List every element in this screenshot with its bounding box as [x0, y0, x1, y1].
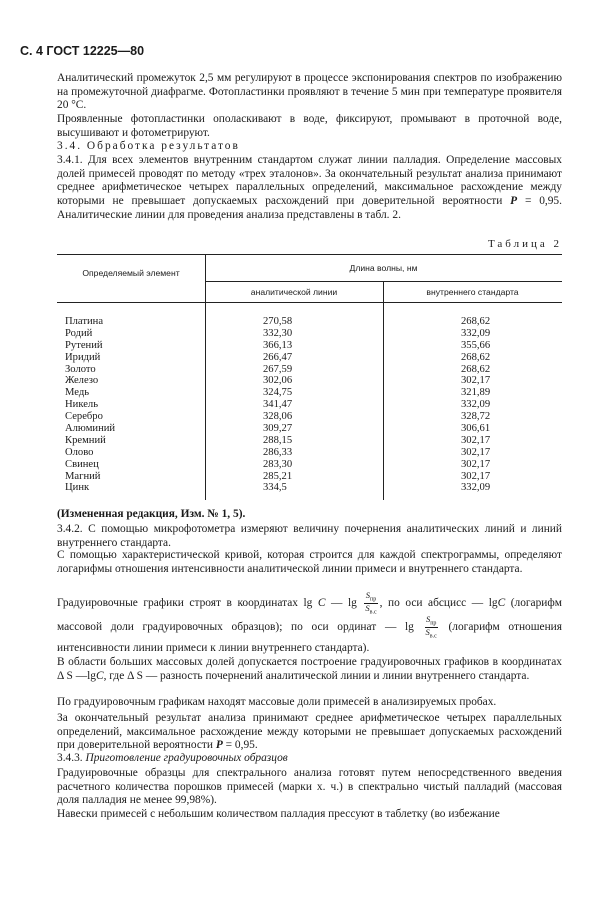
cell-internal: 302,17 [461, 446, 491, 458]
cell-element: Цинк [65, 482, 90, 494]
fraction-numerator-sub: пр [430, 621, 437, 628]
paragraph-text: Аналитический промежуток 2,5 мм регулируют в процессе экспонирования спектров по изображению на промежуточной диафрагме. Фотопластинки проявляют в течение 5 мин при температуре проявителя 20 °С. [57, 72, 562, 112]
page-header: С. 4 ГОСТ 12225—80 [20, 44, 145, 58]
paragraph-text: , по оси абсцисс — lg [379, 596, 498, 609]
cell-internal: 332,09 [461, 399, 491, 411]
paragraph-text: Навески примесей с небольшим количеством палладия прессуют в таблетку (во избежание [57, 808, 500, 820]
paragraph-final [57, 712, 562, 753]
paragraph-large-fractions [57, 656, 562, 683]
fraction-numerator: S [365, 590, 371, 600]
header-analytical: аналитической линии [250, 287, 338, 297]
paragraph-3-4-2 [57, 523, 562, 550]
fraction-denominator-sub: в.с [429, 633, 437, 640]
variable-c: C [497, 596, 506, 609]
cell-element: Никель [65, 399, 99, 411]
table-row [57, 423, 562, 435]
cell-analytical: 266,47 [263, 351, 293, 363]
cell-element: Свинец [65, 458, 99, 470]
paragraph-text: 3.4.1. Для всех элементов внутренним стандартом служат линии палладия. Определение массовых долей примесей проводят по методу «трех эталонов». За окончательный результат анализа принимают среднее арифметическое четырех параллельных определений, максимальное расхождение между которыми не превышает допускаемых расхождений при доверительной вероятности [57, 154, 562, 208]
cell-element: Родий [65, 327, 93, 339]
cell-analytical: 270,58 [263, 316, 293, 327]
paragraph-graphs [57, 591, 562, 657]
cell-element: Иридий [65, 351, 101, 363]
table-row [57, 364, 562, 376]
cell-analytical: 341,47 [263, 399, 293, 411]
paragraph-text: За окончательный результат анализа принимают среднее арифметическое четырех параллельных определений, максимальное расхождение между которыми не превышает допускаемых расхождений при доверительной вероятности [57, 712, 562, 752]
cell-internal: 302,17 [461, 434, 491, 446]
table-row [57, 352, 562, 364]
paragraph-text: , где Δ S — разность почернений аналитической линии и линии внутреннего стандарта. [103, 669, 530, 682]
cell-internal: 268,62 [461, 351, 491, 363]
variable-p: P [510, 195, 518, 208]
paragraph-text: 3.4.2. С помощью микрофотометра измеряют величину почернения аналитических линий и линий внутреннего стандарта. [57, 523, 562, 549]
fraction-numerator-sub: пр [370, 596, 377, 603]
edition-note: (Измененная редакция, Изм. № 1, 5). [57, 508, 246, 520]
table-caption: Таблица 2 [487, 238, 562, 250]
table-row [57, 316, 562, 328]
cell-analytical: 283,30 [263, 458, 293, 470]
section-heading-3-4: 3.4. Обработка результатов [57, 140, 240, 152]
cell-analytical: 328,06 [263, 411, 293, 423]
paragraph-text: Градуировочные графики строят в координатах lg [57, 596, 318, 609]
paragraph-text: = 0,95. Аналитические линии для проведения анализа представлены в табл. 2. [57, 195, 562, 221]
paragraph-text: В области больших массовых долей допускается построение градуировочных графиков в координатах Δ S —lg [57, 656, 562, 682]
table-row [57, 482, 562, 494]
cell-internal: 332,09 [461, 327, 491, 339]
paragraph-text: (логарифм массовой доли градуировочных образцов); по оси ординат — lg [57, 596, 562, 634]
cell-element: Магний [65, 470, 101, 482]
paragraph-text: Градуировочные образцы для спектрального анализа готовят путем непосредственного введения расчетного количества порошков примесей (марки х. ч.) в спектрально чистый палладий (массовая доля палладия не менее 99,98%). [57, 767, 562, 807]
header-element: Определяемый элемент [82, 268, 180, 278]
cell-analytical: 302,06 [263, 375, 293, 387]
paragraph-characteristic [57, 549, 562, 576]
paragraph-text: По градуировочным графикам находят массовые доли примесей в анализируемых пробах. [57, 696, 497, 708]
paragraph-text: (логарифм отношения интенсивности линии примеси к линии внутреннего стандарта). [57, 621, 562, 654]
paragraph-3-4-3 [57, 767, 562, 808]
cell-internal: 306,61 [461, 423, 491, 435]
section-number: 3.4.3. [57, 752, 86, 764]
cell-element: Кремний [65, 434, 106, 446]
cell-analytical: 334,5 [263, 482, 287, 494]
table-row [57, 399, 562, 411]
cell-internal: 268,62 [461, 316, 491, 327]
table-row [57, 471, 562, 483]
cell-internal: 302,17 [461, 458, 491, 470]
cell-internal: 328,72 [461, 411, 491, 423]
cell-analytical: 285,21 [263, 470, 293, 482]
table-body [57, 316, 562, 494]
table-row [57, 447, 562, 459]
fraction-denominator-sub: в.с [369, 609, 377, 616]
table-row [57, 459, 562, 471]
cell-analytical: 324,75 [263, 387, 293, 399]
paragraph-last [57, 808, 562, 822]
paragraph-gap [57, 72, 562, 113]
cell-element: Медь [65, 387, 90, 399]
cell-analytical: 332,30 [263, 327, 293, 339]
table-row [57, 411, 562, 423]
cell-analytical: 366,13 [263, 339, 293, 351]
variable-c: C [317, 596, 326, 609]
cell-analytical: 286,33 [263, 446, 293, 458]
cell-internal: 302,17 [461, 470, 491, 482]
cell-element: Железо [65, 375, 99, 387]
section-title: Приготовление градуировочных образцов [85, 752, 288, 764]
paragraph-3-4-1 [57, 154, 562, 222]
cell-internal: 302,17 [461, 375, 491, 387]
table-row [57, 387, 562, 399]
cell-element: Алюминий [65, 423, 116, 435]
fraction-numerator: S [425, 614, 431, 625]
cell-analytical: 309,27 [263, 423, 293, 435]
section-heading-3-4-3 [57, 752, 562, 766]
cell-internal: 268,62 [461, 363, 491, 375]
cell-element: Серебро [65, 411, 103, 423]
paragraph-plates [57, 113, 562, 140]
paragraph-text: — lg [325, 596, 363, 609]
cell-element: Золото [65, 363, 96, 375]
fraction-denominator: S [365, 602, 370, 613]
table-row [57, 435, 562, 447]
paragraph-text: = 0,95. [222, 739, 258, 752]
table-row [57, 328, 562, 340]
cell-analytical: 267,59 [263, 363, 293, 375]
paragraph-find [57, 696, 562, 710]
cell-internal: 332,09 [461, 482, 491, 494]
fraction-denominator: S [425, 627, 430, 638]
header-internal: внутреннего стандарта [426, 287, 519, 297]
cell-analytical: 288,15 [263, 434, 293, 446]
fraction-ratio [364, 591, 377, 615]
table-row [57, 375, 562, 387]
cell-element: Платина [65, 316, 104, 327]
paragraph-text: Проявленные фотопластинки ополаскивают в воде, фиксируют, промывают в проточной воде, высушивают и фотометрируют. [57, 113, 562, 139]
cell-element: Рутений [65, 339, 103, 351]
paragraph-text: С помощью характеристической кривой, которая строится для каждой спектрограммы, определяют логарифмы отношения интенсивности аналитической линии примеси и внутреннего стандарта. [57, 549, 562, 575]
fraction-ratio [425, 615, 438, 639]
cell-element: Олово [65, 446, 94, 458]
variable-c: C [95, 669, 104, 682]
cell-internal: 355,66 [461, 339, 491, 351]
header-wavelength: Длина волны, нм [349, 263, 418, 273]
table-row [57, 340, 562, 352]
cell-internal: 321,89 [461, 387, 491, 399]
data-table [57, 254, 562, 500]
variable-p: P [215, 739, 223, 752]
